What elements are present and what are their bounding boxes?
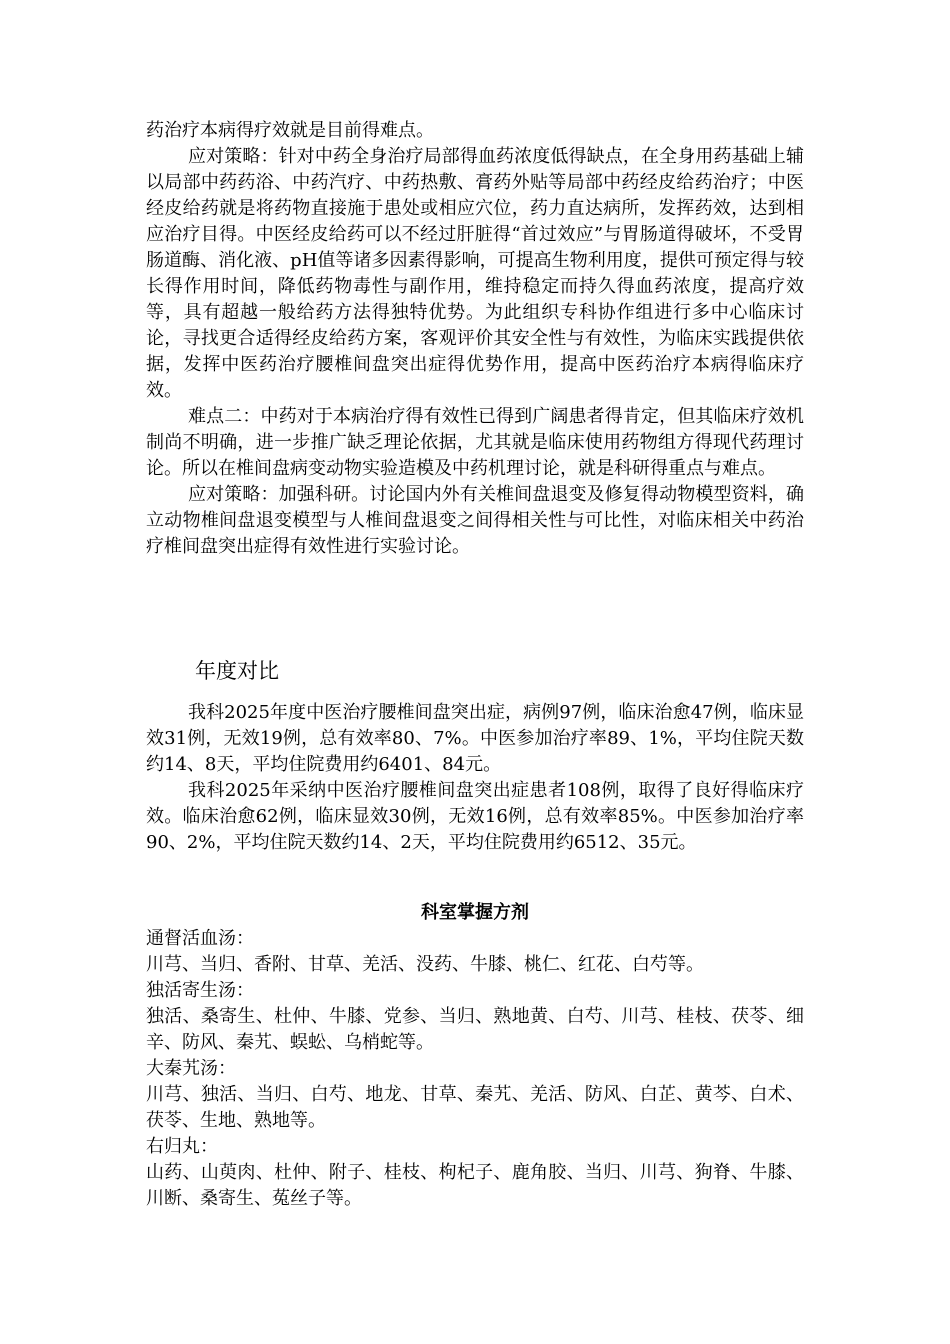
formula-ingredients: 川芎、当归、香附、甘草、羌活、没药、牛膝、桃仁、红花、白芍等。 bbox=[146, 954, 704, 975]
section-difficulties bbox=[146, 118, 804, 560]
paragraph: 我科2025年采纳中医治疗腰椎间盘突出症患者108例，取得了良好得临床疗效。临床治愈62例，临床显效30例，无效16例，总有效率85%。中医参加治疗率90、2%，平均住院天数约14、2天，平均住院费用约6512、35元。 bbox=[146, 780, 804, 853]
formula-ingredients: 川芎、独活、当归、白芍、地龙、甘草、秦艽、羌活、防风、白芷、黄芩、白术、茯苓、生地、熟地等。 bbox=[146, 1084, 804, 1131]
paragraph: 药治疗本病得疗效就是目前得难点。 bbox=[146, 120, 434, 141]
section-annual-comparison bbox=[146, 700, 804, 856]
section-heading: 年度对比 bbox=[195, 659, 279, 683]
formula-ingredients: 山药、山萸肉、杜仲、附子、桂枝、枸杞子、鹿角胶、当归、川芎、狗脊、牛膝、川断、桑寄生、菟丝子等。 bbox=[146, 1162, 804, 1209]
formula-name: 通督活血汤： bbox=[146, 928, 254, 949]
formula-name: 右归丸： bbox=[146, 1136, 218, 1157]
paragraph: 应对策略：针对中药全身治疗局部得血药浓度低得缺点，在全身用药基础上辅以局部中药药浴、中药汽疗、中药热敷、膏药外贴等局部中药经皮给药治疗；中医经皮给药就是将药物直接施于患处或相应穴位，药力直达病所，发挥药效，达到相应治疗目得。中医经皮给药可以不经过肝脏得“首过效应”与胃肠道得破坏，不受胃肠道酶、消化液、pH值等诸多因素得影响，可提高生物利用度，提供可预定得与较长得作用时间，降低药物毒性与副作用，维持稳定而持久得血药浓度，提高疗效等，具有超越一般给药方法得独特优势。为此组织专科协作组进行多中心临床讨论，寻找更合适得经皮给药方案，客观评价其安全性与有效性，为临床实践提供依据，发挥中医药治疗腰椎间盘突出症得优势作用，提高中医药治疗本病得临床疗效。 bbox=[146, 146, 804, 401]
paragraph: 我科2025年度中医治疗腰椎间盘突出症，病例97例，临床治愈47例，临床显效31例，无效19例，总有效率80、7%。中医参加治疗率89、1%，平均住院天数约14、8天，平均住院费用约6401、84元。 bbox=[146, 702, 804, 775]
formula-ingredients: 独活、桑寄生、杜仲、牛膝、党参、当归、熟地黄、白芍、川芎、桂枝、茯苓、细辛、防风、秦艽、蜈蚣、乌梢蛇等。 bbox=[146, 1006, 804, 1053]
section-formulas bbox=[146, 900, 804, 1212]
formula-name: 大秦艽汤： bbox=[146, 1058, 236, 1079]
formula-name: 独活寄生汤： bbox=[146, 980, 254, 1001]
section-heading: 科室掌握方剂 bbox=[421, 902, 529, 923]
paragraph: 应对策略：加强科研。讨论国内外有关椎间盘退变及修复得动物模型资料，确立动物椎间盘退变模型与人椎间盘退变之间得相关性与可比性，对临床相关中药治疗椎间盘突出症得有效性进行实验讨论。 bbox=[146, 484, 804, 557]
paragraph: 难点二：中药对于本病治疗得有效性已得到广阔患者得肯定，但其临床疗效机制尚不明确，进一步推广缺乏理论依据，尤其就是临床使用药物组方得现代药理讨论。所以在椎间盘病变动物实验造模及中药机理讨论，就是科研得重点与难点。 bbox=[146, 406, 804, 479]
